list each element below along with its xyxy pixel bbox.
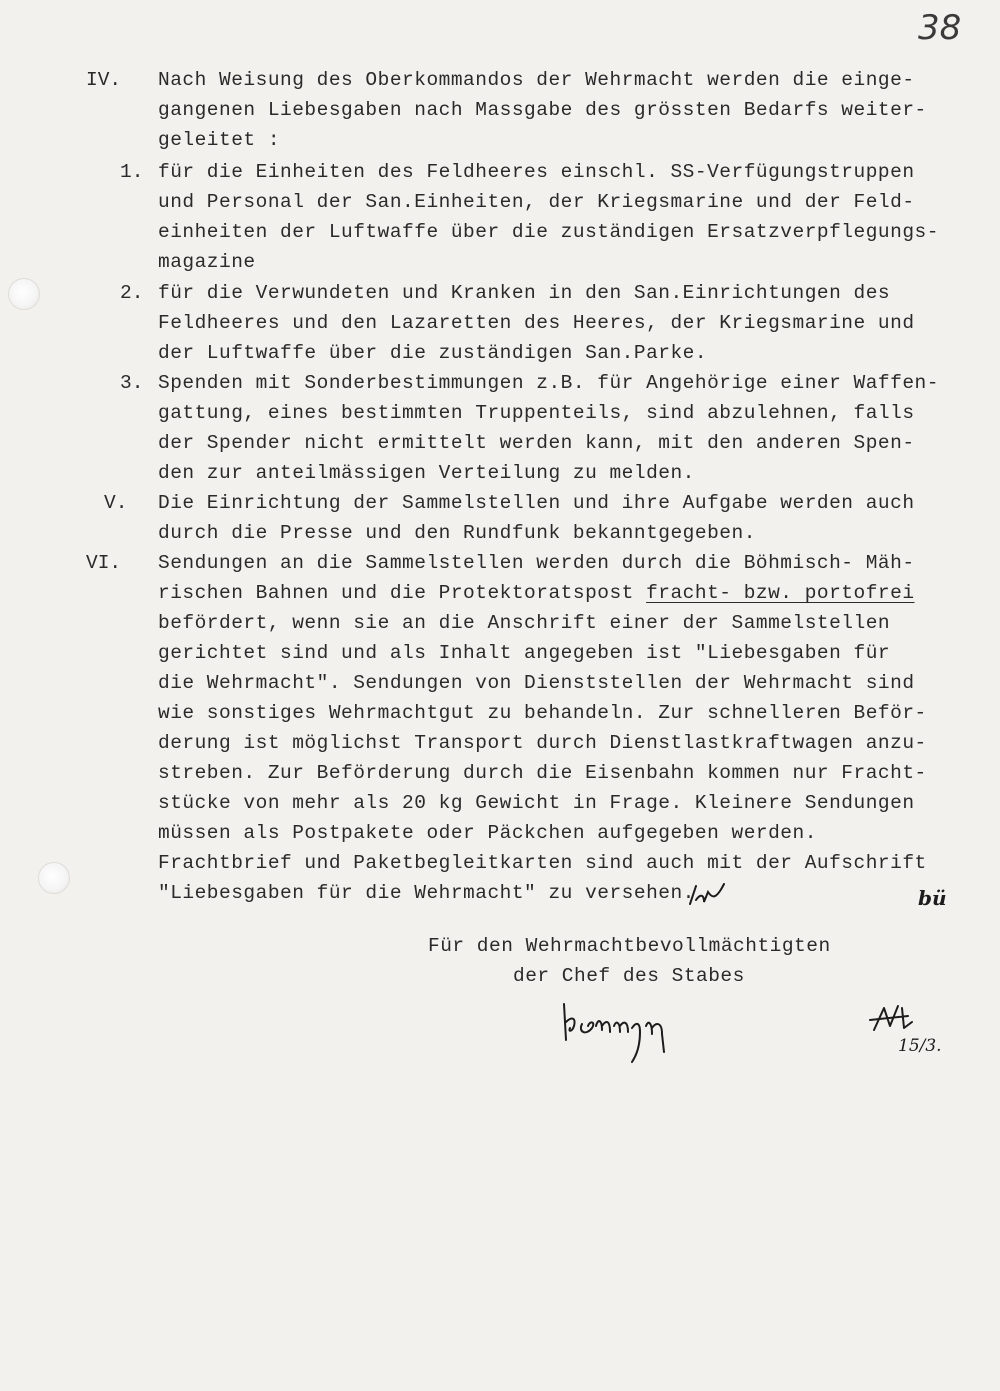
text-line: müssen als Postpakete oder Päckchen aufgegeben werden. [158, 822, 817, 844]
section-marker-iv: IV. [86, 69, 122, 91]
text-line: Frachtbrief und Paketbegleitkarten sind auch mit der Aufschrift [158, 852, 927, 874]
text-line: einheiten der Luftwaffe über die zuständigen Ersatzverpflegungs- [158, 221, 939, 243]
text-line: derung ist möglichst Transport durch Dienstlastkraftwagen anzu- [158, 732, 927, 754]
text-line: Sendungen an die Sammelstellen werden durch die Böhmisch- Mäh- [158, 552, 915, 574]
text-line: Die Einrichtung der Sammelstellen und ihre Aufgabe werden auch [158, 492, 915, 514]
text-line: streben. Zur Beförderung durch die Eisenbahn kommen nur Fracht- [158, 762, 927, 784]
text-line: "Liebesgaben für die Wehrmacht" zu versehen. [158, 882, 695, 904]
text-line: der Spender nicht ermittelt werden kann, mit den anderen Spen- [158, 432, 915, 454]
text-line: gangenen Liebesgaben nach Massgabe des grössten Bedarfs weiter- [158, 99, 927, 121]
text-line: Feldheeres und den Lazaretten des Heeres, der Kriegsmarine und [158, 312, 915, 334]
text-line: magazine [158, 251, 256, 273]
item-marker-1: 1. [120, 161, 144, 183]
text-line: Spenden mit Sonderbestimmungen z.B. für Angehörige einer Waffen- [158, 372, 939, 394]
item-marker-3: 3. [120, 372, 144, 394]
text-line: Nach Weisung des Oberkommandos der Wehrmacht werden die einge- [158, 69, 915, 91]
page-number-handwritten [918, 8, 961, 48]
handwritten-date-text: 15/3. [898, 1036, 942, 1056]
text-line: für die Verwundeten und Kranken in den San.Einrichtungen des [158, 282, 891, 304]
handwritten-date [898, 1036, 942, 1056]
text-line: gerichtet sind und als Inhalt angegeben ist "Liebesgaben für [158, 642, 891, 664]
initials-text: bü [918, 886, 947, 910]
signature-title-line-2: der Chef des Stabes [513, 965, 745, 987]
punch-hole-bottom [38, 862, 70, 894]
signature-title-line-1: Für den Wehrmachtbevollmächtigten [428, 935, 831, 957]
text-line: wie sonstiges Wehrmachtgut zu behandeln. Zur schnelleren Beför- [158, 702, 927, 724]
text-line: durch die Presse und den Rundfunk bekanntgegeben. [158, 522, 756, 544]
text-line: stücke von mehr als 20 kg Gewicht in Frage. Kleinere Sendungen [158, 792, 915, 814]
text-line: der Luftwaffe über die zuständigen San.Parke. [158, 342, 708, 364]
handwritten-paraph [868, 1000, 928, 1040]
underlined-text: fracht- bzw. portofrei [646, 582, 915, 604]
section-marker-vi: VI. [86, 552, 122, 574]
handwritten-signature [556, 992, 696, 1072]
text-line: geleitet : [158, 129, 281, 151]
handwritten-initials [918, 886, 947, 910]
text-line: den zur anteilmässigen Verteilung zu melden. [158, 462, 695, 484]
text-line: für die Einheiten des Feldheeres einschl. SS-Verfügungstruppen [158, 161, 915, 183]
punch-hole-top [8, 278, 40, 310]
page-number-text: 38 [918, 8, 962, 48]
section-marker-v: V. [104, 492, 128, 514]
text-line: gattung, eines bestimmten Truppenteils, sind abzulehnen, falls [158, 402, 915, 424]
text-line: die Wehrmacht". Sendungen von Dienststellen der Wehrmacht sind [158, 672, 915, 694]
text-line: befördert, wenn sie an die Anschrift einer der Sammelstellen [158, 612, 891, 634]
text-segment: rischen Bahnen und die Protektoratspost [158, 582, 647, 604]
text-line: und Personal der San.Einheiten, der Kriegsmarine und der Feld- [158, 191, 915, 213]
handwritten-check-mark [686, 880, 736, 920]
item-marker-2: 2. [120, 282, 144, 304]
text-line-with-underline [158, 581, 915, 605]
